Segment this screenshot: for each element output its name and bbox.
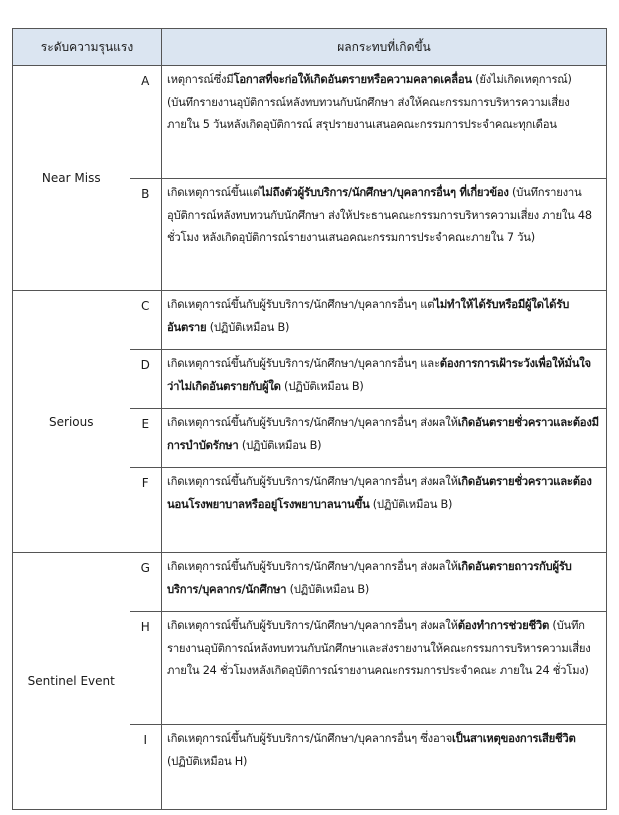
description-b bbox=[162, 179, 607, 291]
description-f bbox=[162, 468, 607, 553]
desc-c-part3: (ปฏิบัติเหมือน B) bbox=[206, 320, 290, 334]
desc-f-bold: เกิดอันตรายชั่วคราวและต้องนอนโรงพยาบาลหรืออยู่โรงพยาบาลนานขึ้น bbox=[167, 475, 592, 511]
level-f: F bbox=[130, 468, 162, 553]
description-h bbox=[162, 612, 607, 725]
level-h: H bbox=[130, 612, 162, 725]
level-e: E bbox=[130, 409, 162, 468]
desc-g-part1: เกิดเหตุการณ์ขึ้นกับผู้รับบริการ/นักศึกษา/บุคลากรอื่นๆ ส่งผลให้ bbox=[167, 560, 458, 573]
desc-a-bold: โอกาสที่จะก่อให้เกิดอันตรายหรือความคลาดเคลื่อน bbox=[233, 73, 472, 86]
desc-a-part1: เหตุการณ์ซึ่งมี bbox=[167, 73, 234, 86]
header-severity: ระดับความรุนแรง bbox=[13, 29, 162, 66]
desc-f-part1: เกิดเหตุการณ์ขึ้นกับผู้รับบริการ/นักศึกษา/บุคลากรอื่นๆ ส่งผลให้ bbox=[167, 475, 458, 488]
desc-h-bold: ต้องทำการช่วยชีวิต bbox=[457, 619, 550, 632]
desc-a-part3: (ยังไม่เกิดเหตุการณ์) (บันทึกรายงานอุบัติการณ์หลังทบทวนกับนักศึกษา ส่งให้คณะกรรมการบริหารความเสี่ยง ภายใน 5 วันหลังเกิดอุบัติการณ์ สรุปรายงานเสนอคณะกรรมการประจำคณะทุกเดือน bbox=[167, 73, 572, 131]
desc-i-part3: (ปฏิบัติเหมือน H) bbox=[167, 754, 248, 768]
desc-i-part1: เกิดเหตุการณ์ขึ้นกับผู้รับบริการ/นักศึกษา/บุคลากรอื่นๆ ซึ่งอาจ bbox=[167, 732, 452, 745]
desc-e-part3: (ปฏิบัติเหมือน B) bbox=[238, 438, 322, 452]
level-c: C bbox=[130, 291, 162, 350]
severity-table bbox=[12, 28, 607, 810]
desc-h-part1: เกิดเหตุการณ์ขึ้นกับผู้รับบริการ/นักศึกษา/บุคลากรอื่นๆ ส่งผลให้ bbox=[167, 619, 458, 632]
desc-f-part3: (ปฏิบัติเหมือน B) bbox=[369, 497, 453, 511]
desc-d-part3: (ปฏิบัติเหมือน B) bbox=[280, 379, 364, 393]
description-e bbox=[162, 409, 607, 468]
desc-g-bold: เกิดอันตรายถาวรกับผู้รับบริการ/บุคลากร/นักศึกษา bbox=[167, 560, 572, 596]
desc-e-bold: เกิดอันตรายชั่วคราวและต้องมีการบำบัดรักษา bbox=[167, 416, 599, 452]
desc-i-bold: เป็นสาเหตุของการเสียชีวิต bbox=[451, 732, 576, 745]
level-g: G bbox=[130, 553, 162, 612]
desc-d-part1: เกิดเหตุการณ์ขึ้นกับผู้รับบริการ/นักศึกษา/บุคลากรอื่นๆ และ bbox=[167, 357, 440, 370]
desc-e-part1: เกิดเหตุการณ์ขึ้นกับผู้รับบริการ/นักศึกษา/บุคลากรอื่นๆ ส่งผลให้ bbox=[167, 416, 458, 429]
description-c bbox=[162, 291, 607, 350]
level-d: D bbox=[130, 350, 162, 409]
group-near-miss: Near Miss bbox=[13, 66, 130, 291]
desc-c-bold: ไม่ทำให้ได้รับหรือมีผู้ใดได้รับอันตราย bbox=[167, 298, 570, 334]
desc-b-bold: ไม่ถึงตัวผู้รับบริการ/นักศึกษา/บุคลากรอื่นๆ ที่เกี่ยวข้อง bbox=[259, 186, 509, 199]
table-row bbox=[13, 553, 607, 612]
desc-b-part1: เกิดเหตุการณ์ขึ้นแต่ bbox=[167, 186, 260, 199]
desc-h-part3: (บันทึกรายงานอุบัติการณ์หลังทบทวนกับนักศึกษาและส่งรายงานให้คณะกรรมการบริหารความเสี่ยงภายใน 24 ชั่วโมงหลังเกิดอุบัติการณ์รายงานคณะกรรมการประจำคณะ ภายใน 24 ชั่วโมง) bbox=[167, 619, 591, 677]
description-g bbox=[162, 553, 607, 612]
desc-d-bold: ต้องการการเฝ้าระวังเพื่อให้มั่นใจว่าไม่เกิดอันตรายกับผู้ใด bbox=[167, 357, 591, 393]
desc-c-part1: เกิดเหตุการณ์ขึ้นกับผู้รับบริการ/นักศึกษา/บุคลากรอื่นๆ แต่ bbox=[167, 298, 435, 311]
level-b: B bbox=[130, 179, 162, 291]
description-i bbox=[162, 725, 607, 810]
level-i: I bbox=[130, 725, 162, 810]
header-row bbox=[13, 29, 607, 66]
table-row bbox=[13, 291, 607, 350]
group-serious: Serious bbox=[13, 291, 130, 553]
description-d bbox=[162, 350, 607, 409]
table-row bbox=[13, 66, 607, 179]
desc-g-part3: (ปฏิบัติเหมือน B) bbox=[286, 582, 370, 596]
group-sentinel-event: Sentinel Event bbox=[13, 553, 130, 810]
header-impact: ผลกระทบที่เกิดขึ้น bbox=[162, 29, 607, 66]
description-a bbox=[162, 66, 607, 179]
level-a: A bbox=[130, 66, 162, 179]
desc-b-part3: (บันทึกรายงานอุบัติการณ์หลังทบทวนกับนักศึกษา ส่งให้ประธานคณะกรรมการบริหารความเสี่ยง ภายใน 48 ชั่วโมง หลังเกิดอุบัติการณ์รายงานเสนอคณะกรรมการประจำคณะภายใน 7 วัน) bbox=[167, 186, 592, 244]
